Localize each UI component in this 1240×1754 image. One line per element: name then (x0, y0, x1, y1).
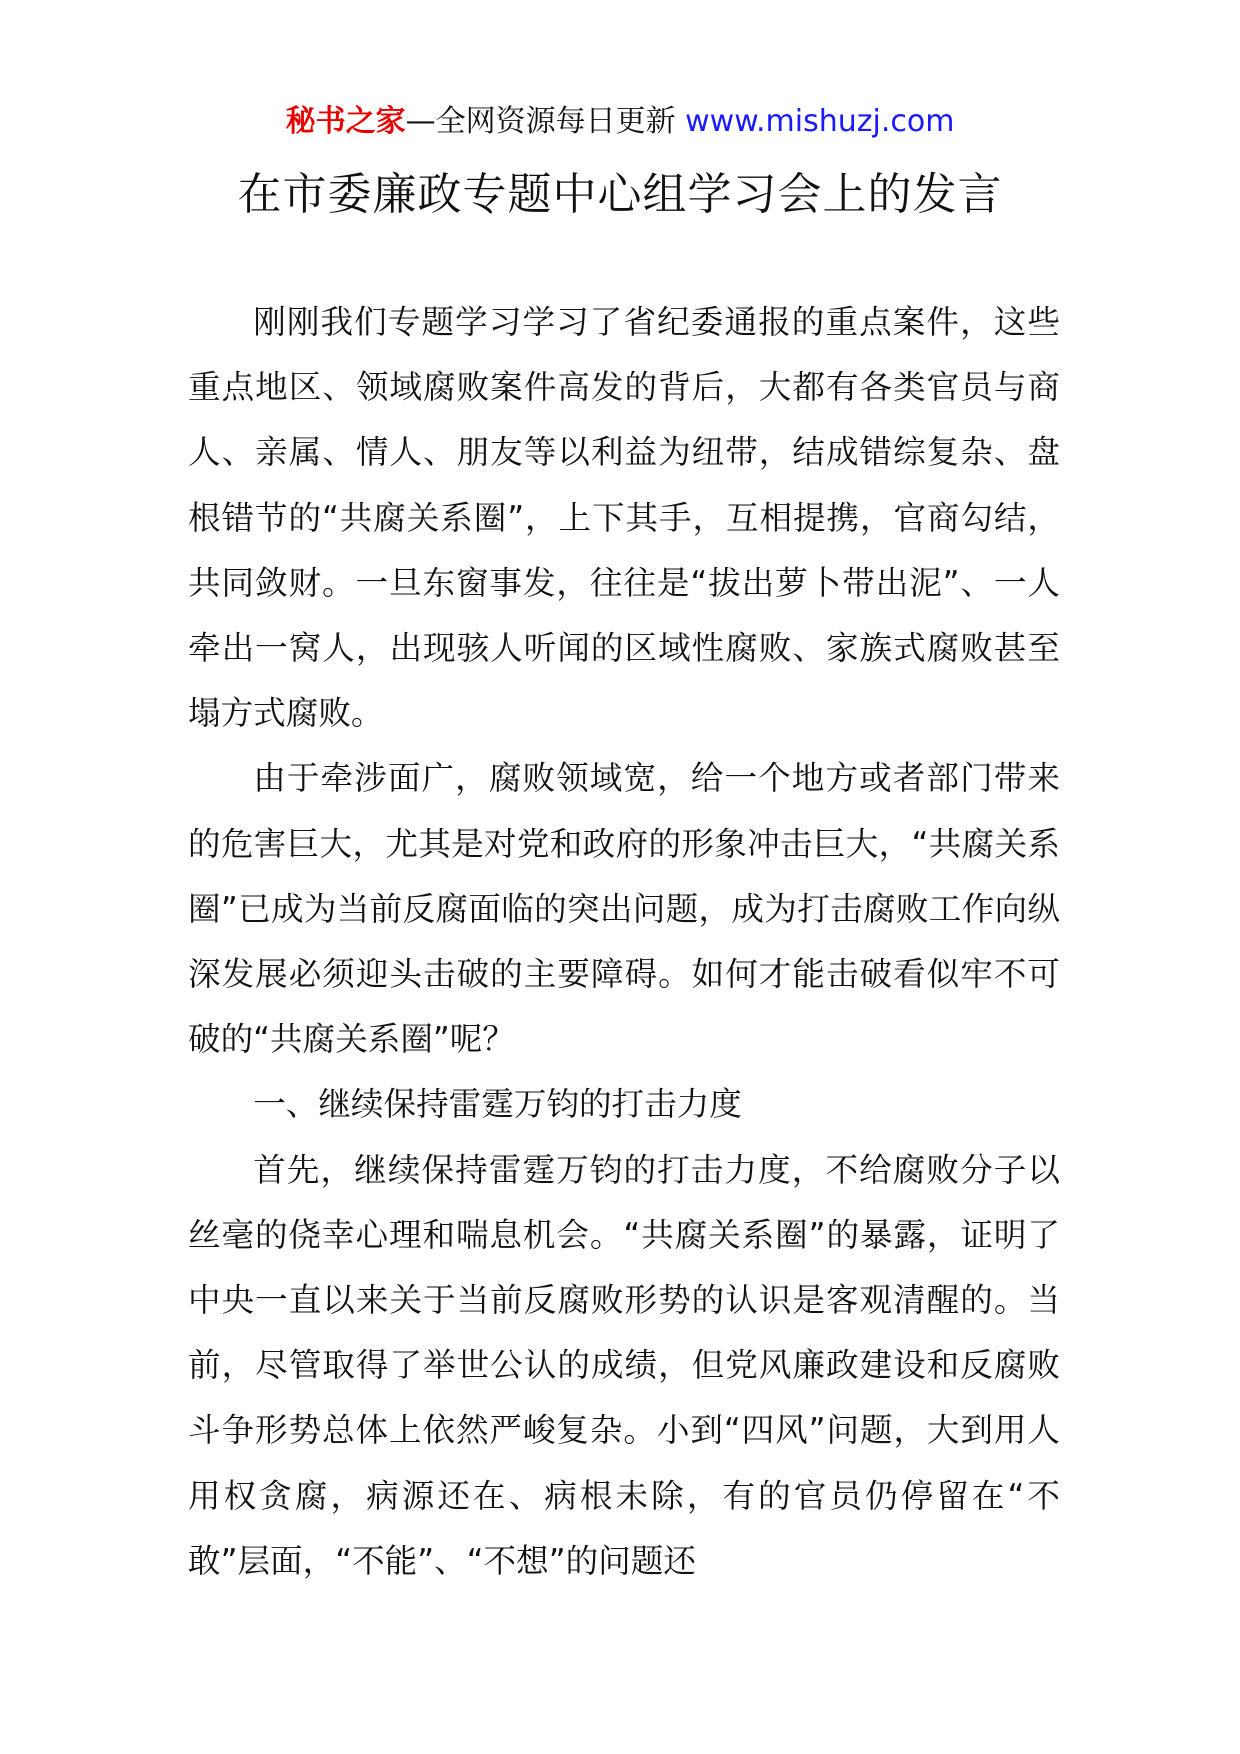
header-tagline: —全网资源每日更新 (405, 104, 676, 139)
brand-name: 秘书之家 (285, 104, 406, 139)
document-body (188, 290, 1060, 1594)
document-title: 在市委廉政专题中心组学习会上的发言 (237, 169, 1003, 220)
section-heading: 一、继续保持雷霆万钧的打击力度 (253, 1085, 742, 1124)
site-url-link[interactable]: www.mishuzj.com (685, 104, 955, 139)
paragraph: 由于牵涉面广，腐败领域宽，给一个地方或者部门带来的危害巨大，尤其是对党和政府的形象冲击巨大，“共腐关系圈”已成为当前反腐面临的突出问题，成为打击腐败工作向纵深发展必须迎头击破的主要障碍。如何才能击破看似牢不可破的“共腐关系圈”呢？ (188, 759, 1060, 1059)
paragraph: 刚刚我们专题学习学习了省纪委通报的重点案件，这些重点地区、领域腐败案件高发的背后，大都有各类官员与商人、亲属、情人、朋友等以利益为纽带，结成错综复杂、盘根错节的“共腐关系圈”，上下其手，互相提携，官商勾结，共同敛财。一旦东窗事发，往往是“拔出萝卜带出泥”、一人牵出一窝人，出现骇人听闻的区域性腐败、家族式腐败甚至塌方式腐败。 (188, 303, 1060, 733)
site-header (0, 102, 1240, 142)
paragraph: 首先，继续保持雷霆万钧的打击力度，不给腐败分子以丝毫的侥幸心理和喘息机会。“共腐关系圈”的暴露，证明了中央一直以来关于当前反腐败形势的认识是客观清醒的。当前，尽管取得了举世公认的成绩，但党风廉政建设和反腐败斗争形势总体上依然严峻复杂。小到“四风”问题，大到用人用权贪腐，病源还在、病根未除，有的官员仍停留在“不敢”层面，“不能”、“不想”的问题还 (188, 1150, 1060, 1580)
